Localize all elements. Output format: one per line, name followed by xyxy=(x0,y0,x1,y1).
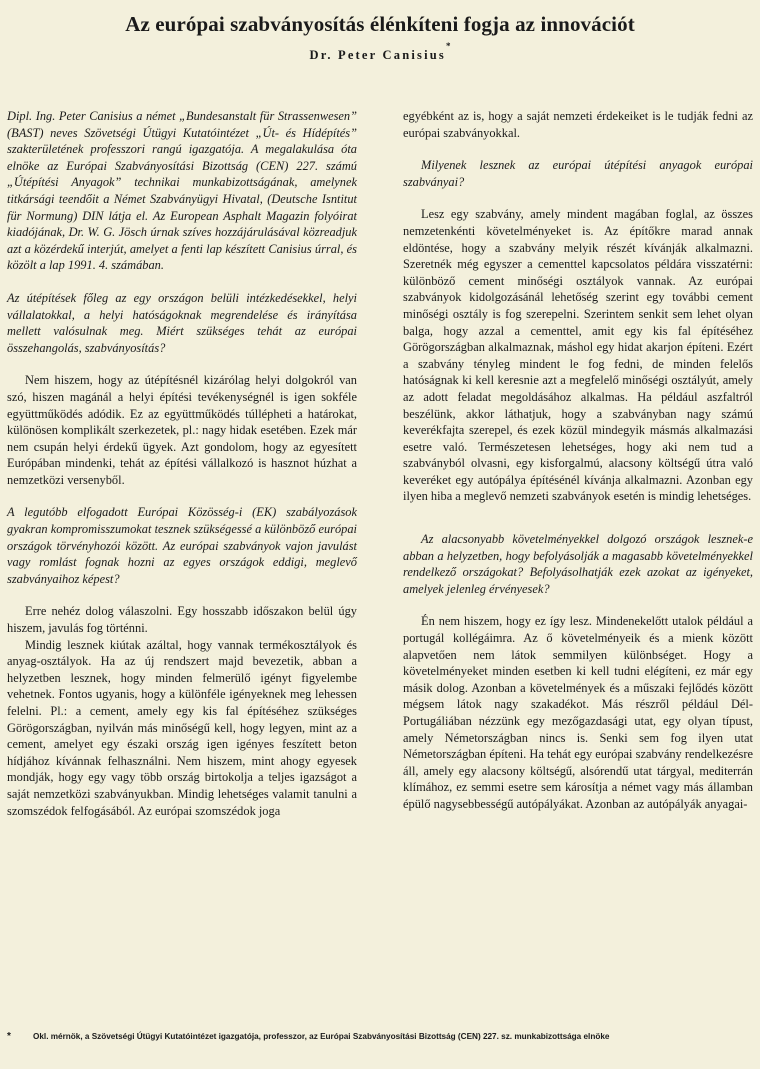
footnote-mark: * xyxy=(7,1031,11,1042)
footnote-text: Okl. mérnök, a Szövetségi Útügyi Kutatóintézet igazgatója, professzor, az Európai Szabványosítási Bizottság (CEN) 227. sz. munkabizottsága elnöke xyxy=(33,1032,610,1041)
question-paragraph: Milyenek lesznek az európai útépítési anyagok európai szabványai? xyxy=(403,158,753,189)
article-title: Az európai szabványosítás élénkíteni fogja az innovációt xyxy=(125,12,635,36)
author-name: Dr. Peter Canisius xyxy=(309,48,446,63)
left-column xyxy=(7,108,357,819)
answer-paragraph: Nem hiszem, hogy az útépítésnél kizárólag helyi dolgokról van szó, hiszen magánál a helyi építési tevékenységnél is igen sokféle együttműködés adódik. Ez az együttműködés túllépheti a határokat, különösen komplikált szerkezetek, pl.: nagy hidak esetében. Ezek már nem csupán helyi érdekű ügyek. Azt gondolom, hogy az egyesített Európában mindenki, tehát az építési vállalkozó is hasznot húzhat a nemzetközi versenyből. xyxy=(7,373,357,487)
answer-paragraph: egyébként az is, hogy a saját nemzeti érdekeiket is le tudják fedni az európai szabványokkal. xyxy=(403,109,753,140)
intro-paragraph: Dipl. Ing. Peter Canisius a német „Bundesanstalt für Strassenwesen” (BAST) neves Szövetségi Útügyi Kutatóintézet „Út- és Hídépítés” szakterületének professzori rangú igazgatója. A megalakulása óta elnöke az Európai Szabványosítási Bizottság (CEN) 227. számú „Útépítési Anyagok” technikai munkabizottságának, amelynek titkársági teendőit a Német Szabványügyi Hivatal, (Deutsche Isntitut für Normung) DIN látja el. Az European Asphalt Magazin folyóirat kiadójának, Dr. W. G. Jösch úrnak szíves hozzájárulásával közreadjuk azt a közérdekű interjút, amelyet a fenti lap készített Canisius úrral, és közölt a lap 1991. 4. számában. xyxy=(7,109,357,273)
answer-paragraph: Erre nehéz dolog válaszolni. Egy hosszabb időszakon belül úgy hiszem, javulás fog történni. xyxy=(7,604,357,636)
right-column xyxy=(403,108,753,813)
footnote xyxy=(7,1031,753,1042)
answer-paragraph: Én nem hiszem, hogy ez így lesz. Mindenekelőtt utalok például a portugál kollégáimra. Az ő követelményeik és a mienk között alapvetően nem látok semmilyen különbséget. Hogy a követelményeket minden esetben ki kell tudni elégíteni, ez már egy másik dolog. Azonban a követelmények és a műszaki fejlődés között mégsem látok nagy szakadékot. Más részről például Dél-Portugáliában nézzünk egy mezőgazdasági utat, egy olyan típust, amely Németországban nincs is. Senki sem fog ilyen utat Németországban építeni. Ha tehát egy európai szabvány rendelkezésre áll, amely egy alacsony költségű, alsórendű utat tárgyal, mediterrán klímához, ez semmi esetre sem károsítja a német vagy más államban épülő nagysebbességű autópályákat. Azonban az autópályák anyagai- xyxy=(403,614,753,811)
question-paragraph: Az útépítések főleg az egy országon belüli intézkedésekkel, helyi vállalatokkal, a helyi hatóságoknak megrendelése és irányítása mellett valósulnak meg. Miért szükséges tehát az európai összehangolás, szabványosítás? xyxy=(7,290,357,355)
article-author xyxy=(0,41,760,63)
question-paragraph: Az alacsonyabb követelményekkel dolgozó országok lesznek-e abban a helyzetben, hogy befolyásolják a magasabb követelményekkel rendelkező országokat? Befolyásolhatják ezek azokat az igényeket, amelyek jelenleg érvényesek? xyxy=(403,532,753,596)
question-paragraph: A legutóbb elfogadott Európai Közösség-i (EK) szabályozások gyakran kompromisszumokat tesznek szükségessé a különböző európai országok törvényhozói között. Az európai szabványok vajon javulást vagy romlást fognak hozni az egyes országok eddigi, meglevő szabványaihoz képest? xyxy=(7,505,357,586)
answer-paragraph: Lesz egy szabvány, amely mindent magában foglal, az összes nemzetenkénti követelményeket is. Az építőkre marad annak eldöntése, hogy a szabvány melyik részét kívánják alkalmazni. Szeretnék még egyszer a cementtel kapcsolatos példára visszatérni: különböző cement minőségi osztályok vannak. Az európai szabványok kidolgozásánál lehetőség szerint egy további cement minőségi osztály is fog szerepelni. Szerintem senkit sem lehet olyan balga, hogy azzal a cementtel, amit egy kis fal építéséhez Görögországban alkalmaznak, máshol egy hidat akarjon építeni. Ezért a szabvány tényleg mindent le fog fedni, de minden felelős hatóságnak ki kell keresnie azt a megfelelő minőségi osztályút, amely az adott feladat megoldásához alkalmas. Ha például aszfaltról beszélünk, akkor láthatjuk, hogy a szabványban nagy számú keverékfajta szerepel, és ezek közül mindegyik másmás alkalmazási esetre való. Természetesen lehetséges, hogy aki nem tud a szabványból olvasni, egy kisforgalmú, alacsony költségű útra való keveréket egy autópálya építésénél kívánja alkalmazni. Azonban egy ilyen hiba a meglevő nemzeti szabványok esetén is mindig lehetséges. xyxy=(403,207,753,504)
author-footnote-mark: * xyxy=(445,41,451,51)
answer-paragraph: Mindig lesznek kiútak azáltal, hogy vannak termékosztályok és anyag-osztályok. Ha az új rendszert majd bevezetik, abban a helyzetben lesznek, hogy minden felmerülő igényt figyelembe vehetnek. Fontos ugyanis, hogy a különféle igényeknek meg lehessen felelni. Pl.: a cement, amely egy kis fal építéséhez szükséges Görögországban, nyilván más minőségű kell, hogy legyen, mint az a cement, amelyet egy északi ország igen igényes feszített beton hídjához kívánnak felhasználni. Nem hiszem, mint ahogy egyesek mondják, hogy egy vagy több ország birtokolja a teljes igazságot a saját nemzetközi szabványukban. Mindig lehetséges valamit tanulni a szomszédok felfogásából. Az európai szomszédok joga xyxy=(7,637,357,818)
